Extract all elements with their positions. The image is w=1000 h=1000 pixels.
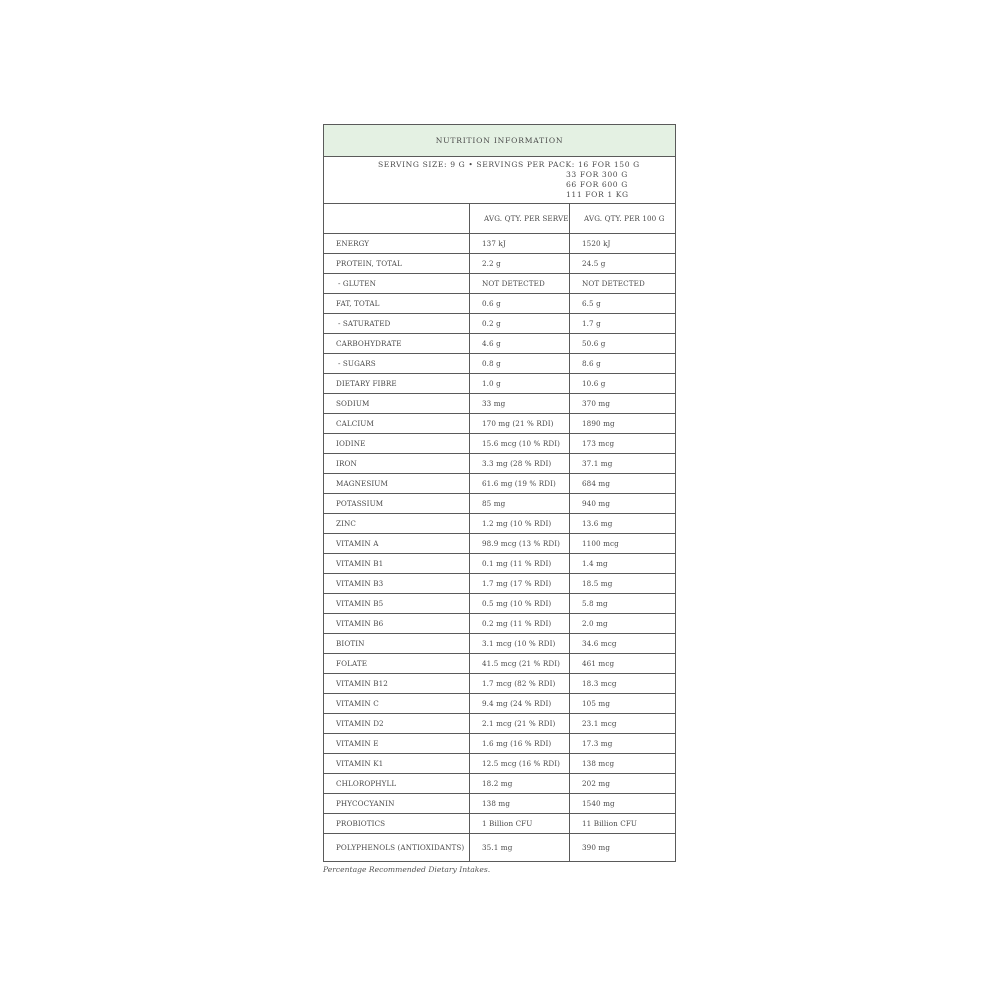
nutrient-name: PHYCOCYANIN xyxy=(324,794,470,814)
nutrient-name: POLYPHENOLS (ANTIOXIDANTS) xyxy=(324,834,470,862)
per-100g-value: 370 mg xyxy=(570,394,676,414)
table-row xyxy=(324,534,676,554)
table-row xyxy=(324,274,676,294)
table-row xyxy=(324,334,676,354)
per-100g-value: 5.8 mg xyxy=(570,594,676,614)
table-row xyxy=(324,574,676,594)
nutrient-name: IODINE xyxy=(324,434,470,454)
nutrient-name: SODIUM xyxy=(324,394,470,414)
nutrient-name: - GLUTEN xyxy=(324,274,470,294)
per-serve-value: 12.5 mcg (16 % RDI) xyxy=(470,754,570,774)
table-row xyxy=(324,454,676,474)
table-row xyxy=(324,474,676,494)
nutrient-name: VITAMIN A xyxy=(324,534,470,554)
nutrient-name: PROTEIN, TOTAL xyxy=(324,254,470,274)
per-serve-value: 15.6 mcg (10 % RDI) xyxy=(470,434,570,454)
per-serve-value: 0.6 g xyxy=(470,294,570,314)
per-serve-value: 170 mg (21 % RDI) xyxy=(470,414,570,434)
per-100g-value: 8.6 g xyxy=(570,354,676,374)
nutrient-name: VITAMIN K1 xyxy=(324,754,470,774)
nutrient-name: VITAMIN D2 xyxy=(324,714,470,734)
per-100g-value: 17.3 mg xyxy=(570,734,676,754)
serving-line: SERVING SIZE: 9 G • SERVINGS PER PACK: xyxy=(378,160,575,169)
title-row xyxy=(324,125,676,157)
nutrient-name: FAT, TOTAL xyxy=(324,294,470,314)
pack-size-3: 66 FOR 600 G xyxy=(566,180,628,189)
nutrient-name: ZINC xyxy=(324,514,470,534)
table-row xyxy=(324,254,676,274)
serving-info xyxy=(324,157,676,204)
table-row xyxy=(324,514,676,534)
per-100g-value: 18.5 mg xyxy=(570,574,676,594)
nutrient-name: CARBOHYDRATE xyxy=(324,334,470,354)
table-row xyxy=(324,734,676,754)
per-100g-value: 684 mg xyxy=(570,474,676,494)
per-serve-value: 61.6 mg (19 % RDI) xyxy=(470,474,570,494)
nutrient-name: - SATURATED xyxy=(324,314,470,334)
table-row xyxy=(324,594,676,614)
nutrient-name: PROBIOTICS xyxy=(324,814,470,834)
nutrient-name: VITAMIN B5 xyxy=(324,594,470,614)
column-header-row xyxy=(324,204,676,234)
per-serve-value: 1.6 mg (16 % RDI) xyxy=(470,734,570,754)
per-serve-value: 18.2 mg xyxy=(470,774,570,794)
per-serve-value: 1.2 mg (10 % RDI) xyxy=(470,514,570,534)
table-row xyxy=(324,834,676,862)
per-100g-value: 940 mg xyxy=(570,494,676,514)
per-100g-value: 37.1 mg xyxy=(570,454,676,474)
per-serve-value: 1.7 mg (17 % RDI) xyxy=(470,574,570,594)
per-100g-value: 13.6 mg xyxy=(570,514,676,534)
table-row xyxy=(324,434,676,454)
per-100g-value: 24.5 g xyxy=(570,254,676,274)
per-serve-value: 41.5 mcg (21 % RDI) xyxy=(470,654,570,674)
per-100g-value: 173 mcg xyxy=(570,434,676,454)
per-100g-value: 1540 mg xyxy=(570,794,676,814)
per-serve-value: 2.1 mcg (21 % RDI) xyxy=(470,714,570,734)
per-serve-value: 1.7 mcg (82 % RDI) xyxy=(470,674,570,694)
nutrition-table xyxy=(323,124,676,862)
per-serve-value: 138 mg xyxy=(470,794,570,814)
per-100g-value: 34.6 mcg xyxy=(570,634,676,654)
column-header-per-100g: AVG. QTY. PER 100 G xyxy=(570,204,676,234)
per-100g-value: 105 mg xyxy=(570,694,676,714)
table-title: NUTRITION INFORMATION xyxy=(324,125,676,157)
per-serve-value: 0.5 mg (10 % RDI) xyxy=(470,594,570,614)
per-serve-value: 0.1 mg (11 % RDI) xyxy=(470,554,570,574)
table-row xyxy=(324,394,676,414)
per-serve-value: NOT DETECTED xyxy=(470,274,570,294)
table-row xyxy=(324,374,676,394)
table-row xyxy=(324,814,676,834)
per-serve-value: 9.4 mg (24 % RDI) xyxy=(470,694,570,714)
nutrient-name: VITAMIN E xyxy=(324,734,470,754)
column-header-nutrient xyxy=(324,204,470,234)
table-row xyxy=(324,234,676,254)
nutrition-panel xyxy=(323,124,675,862)
per-100g-value: 23.1 mcg xyxy=(570,714,676,734)
table-row xyxy=(324,554,676,574)
serving-row xyxy=(324,157,676,204)
table-row xyxy=(324,794,676,814)
per-serve-value: 137 kJ xyxy=(470,234,570,254)
per-100g-value: 390 mg xyxy=(570,834,676,862)
nutrient-name: FOLATE xyxy=(324,654,470,674)
per-100g-value: 18.3 mcg xyxy=(570,674,676,694)
per-serve-value: 3.3 mg (28 % RDI) xyxy=(470,454,570,474)
per-100g-value: 1520 kJ xyxy=(570,234,676,254)
table-row xyxy=(324,354,676,374)
pack-size-4: 111 FOR 1 KG xyxy=(566,190,629,199)
serving-size-text xyxy=(378,160,640,170)
nutrient-name: MAGNESIUM xyxy=(324,474,470,494)
per-serve-value: 0.8 g xyxy=(470,354,570,374)
per-100g-value: 138 mcg xyxy=(570,754,676,774)
per-100g-value: 6.5 g xyxy=(570,294,676,314)
table-row xyxy=(324,314,676,334)
nutrient-name: BIOTIN xyxy=(324,634,470,654)
per-serve-value: 1 Billion CFU xyxy=(470,814,570,834)
per-100g-value: 202 mg xyxy=(570,774,676,794)
pack-sizes xyxy=(566,170,629,200)
per-100g-value: 1.7 g xyxy=(570,314,676,334)
per-100g-value: 1100 mcg xyxy=(570,534,676,554)
per-serve-value: 1.0 g xyxy=(470,374,570,394)
table-row xyxy=(324,674,676,694)
nutrient-name: VITAMIN B6 xyxy=(324,614,470,634)
per-100g-value: NOT DETECTED xyxy=(570,274,676,294)
table-row xyxy=(324,294,676,314)
per-100g-value: 2.0 mg xyxy=(570,614,676,634)
per-100g-value: 1890 mg xyxy=(570,414,676,434)
column-header-per-serve: AVG. QTY. PER SERVE xyxy=(470,204,570,234)
per-serve-value: 0.2 g xyxy=(470,314,570,334)
per-serve-value: 4.6 g xyxy=(470,334,570,354)
per-serve-value: 35.1 mg xyxy=(470,834,570,862)
nutrient-name: VITAMIN B3 xyxy=(324,574,470,594)
per-serve-value: 33 mg xyxy=(470,394,570,414)
per-serve-value: 98.9 mcg (13 % RDI) xyxy=(470,534,570,554)
table-row xyxy=(324,654,676,674)
table-row xyxy=(324,414,676,434)
nutrient-name: CALCIUM xyxy=(324,414,470,434)
per-100g-value: 10.6 g xyxy=(570,374,676,394)
nutrient-name: CHLOROPHYLL xyxy=(324,774,470,794)
nutrient-name: - SUGARS xyxy=(324,354,470,374)
pack-size-1: 16 FOR 150 G xyxy=(577,160,640,169)
per-serve-value: 85 mg xyxy=(470,494,570,514)
table-row xyxy=(324,714,676,734)
table-row xyxy=(324,774,676,794)
nutrient-name: DIETARY FIBRE xyxy=(324,374,470,394)
per-serve-value: 0.2 mg (11 % RDI) xyxy=(470,614,570,634)
nutrient-name: VITAMIN C xyxy=(324,694,470,714)
per-serve-value: 2.2 g xyxy=(470,254,570,274)
nutrient-name: POTASSIUM xyxy=(324,494,470,514)
per-serve-value: 3.1 mcg (10 % RDI) xyxy=(470,634,570,654)
per-100g-value: 11 Billion CFU xyxy=(570,814,676,834)
nutrient-name: VITAMIN B12 xyxy=(324,674,470,694)
footnote: Percentage Recommended Dietary Intakes. xyxy=(323,865,491,874)
per-100g-value: 1.4 mg xyxy=(570,554,676,574)
nutrient-name: ENERGY xyxy=(324,234,470,254)
table-row xyxy=(324,494,676,514)
per-100g-value: 50.6 g xyxy=(570,334,676,354)
table-row xyxy=(324,754,676,774)
table-row xyxy=(324,694,676,714)
nutrient-name: IRON xyxy=(324,454,470,474)
per-100g-value: 461 mcg xyxy=(570,654,676,674)
nutrient-name: VITAMIN B1 xyxy=(324,554,470,574)
table-row xyxy=(324,634,676,654)
table-row xyxy=(324,614,676,634)
pack-size-2: 33 FOR 300 G xyxy=(566,170,628,179)
